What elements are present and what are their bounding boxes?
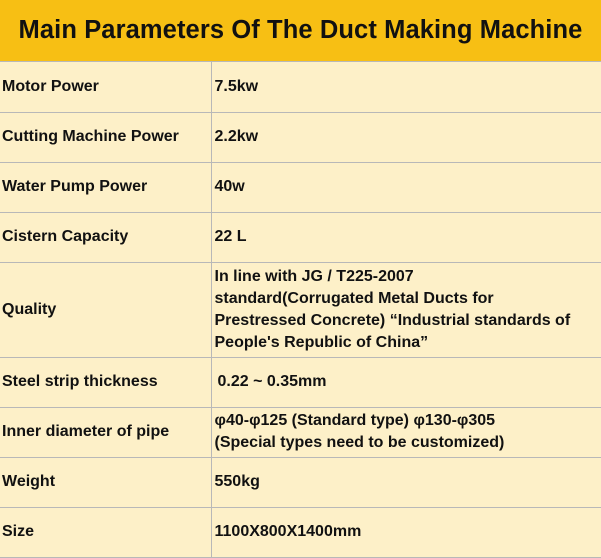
table-row-cutting-machine-power xyxy=(0,112,601,162)
row-label: Weight xyxy=(0,457,211,507)
row-label: Steel strip thickness xyxy=(0,357,211,407)
row-value xyxy=(211,162,601,212)
value-line: standard(Corrugated Metal Ducts for xyxy=(215,288,601,310)
value-line: 40w xyxy=(215,176,601,198)
row-label: Cistern Capacity xyxy=(0,212,211,262)
value-line: 22 L xyxy=(215,226,601,248)
page-title: Main Parameters Of The Duct Making Machine xyxy=(19,16,583,45)
row-label: Size xyxy=(0,507,211,557)
row-value xyxy=(211,457,601,507)
row-label: Inner diameter of pipe xyxy=(0,407,211,457)
value-line: 0.22 ~ 0.35mm xyxy=(218,371,601,393)
value-line: 2.2kw xyxy=(215,126,601,148)
value-line: People's Republic of China” xyxy=(215,332,601,354)
value-line: φ40-φ125 (Standard type) φ130-φ305 xyxy=(215,410,601,432)
table-row-inner-diameter xyxy=(0,407,601,457)
table-row-weight xyxy=(0,457,601,507)
row-value xyxy=(211,507,601,557)
value-line: 550kg xyxy=(215,471,601,493)
row-value xyxy=(211,62,601,112)
row-value xyxy=(211,112,601,162)
value-line: Prestressed Concrete) “Industrial standards of xyxy=(215,310,601,332)
row-value xyxy=(211,357,601,407)
value-line: 1100X800X1400mm xyxy=(215,521,601,543)
row-value xyxy=(211,212,601,262)
table-row-motor-power xyxy=(0,62,601,112)
row-label: Motor Power xyxy=(0,62,211,112)
value-line: In line with JG / T225-2007 xyxy=(215,266,601,288)
row-value xyxy=(211,407,601,457)
row-value xyxy=(211,262,601,357)
title-banner xyxy=(0,0,601,62)
parameters-table xyxy=(0,62,601,558)
row-label: Quality xyxy=(0,262,211,357)
table-row-size xyxy=(0,507,601,557)
value-line: 7.5kw xyxy=(215,76,601,98)
row-label: Water Pump Power xyxy=(0,162,211,212)
table-row-quality xyxy=(0,262,601,357)
row-label: Cutting Machine Power xyxy=(0,112,211,162)
table-row-steel-strip-thickness xyxy=(0,357,601,407)
table-row-cistern-capacity xyxy=(0,212,601,262)
value-line: (Special types need to be customized) xyxy=(215,432,601,454)
table-row-water-pump-power xyxy=(0,162,601,212)
